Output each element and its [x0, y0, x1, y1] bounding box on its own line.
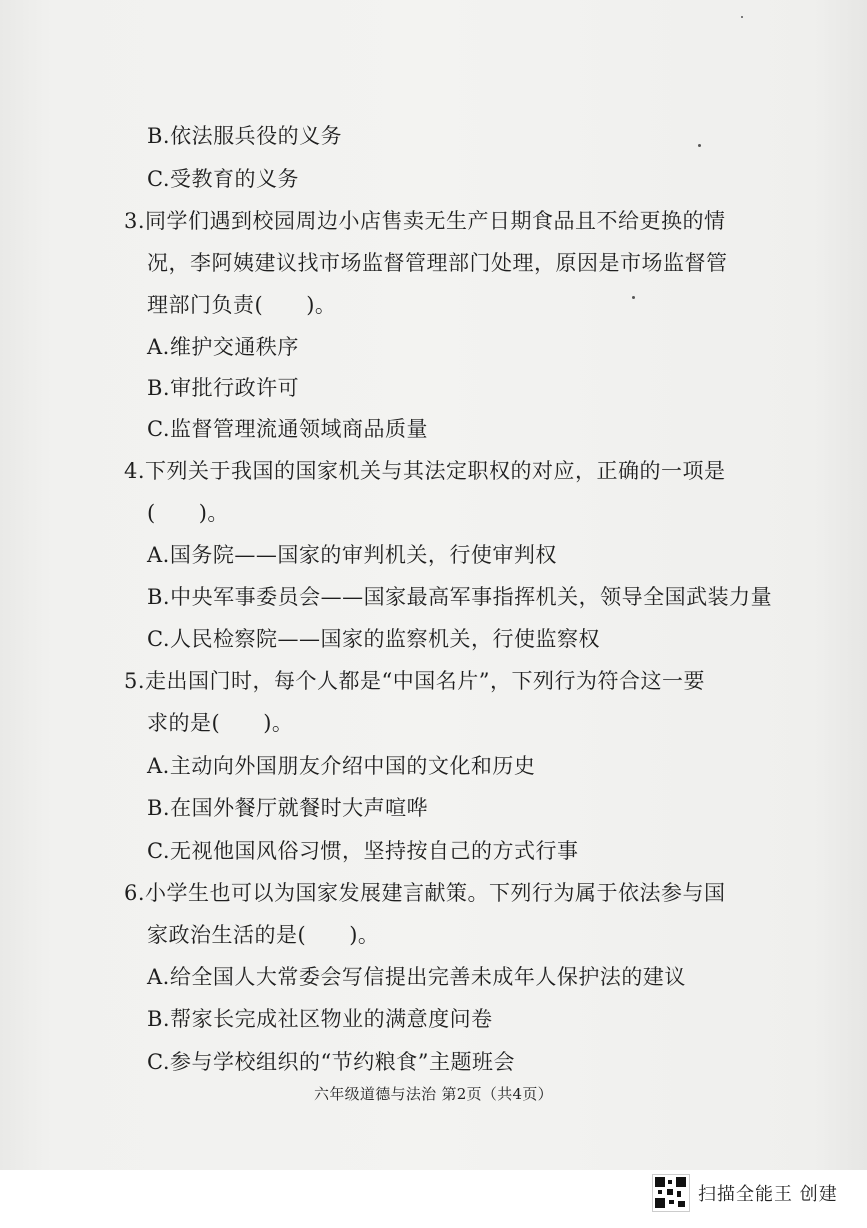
answer-option: A.给全国人大常委会写信提出完善未成年人保护法的建议	[147, 965, 686, 989]
question-continuation: ( )。	[147, 501, 229, 525]
answer-option: B.帮家长完成社区物业的满意度问卷	[147, 1007, 493, 1031]
answer-option: B.依法服兵役的义务	[147, 124, 343, 148]
answer-option: A.主动向外国朋友介绍中国的文化和历史	[147, 754, 536, 778]
answer-option: C.参与学校组织的“节约粮食”主题班会	[147, 1050, 515, 1074]
scan-speck	[741, 16, 743, 18]
question-continuation: 理部门负责( )。	[147, 293, 337, 317]
question-stem: 3.同学们遇到校园周边小店售卖无生产日期食品且不给更换的情	[124, 209, 726, 233]
scan-speck	[698, 144, 701, 147]
question-continuation: 况，李阿姨建议找市场监督管理部门处理，原因是市场监督管	[147, 251, 728, 275]
answer-option: C.受教育的义务	[147, 167, 299, 191]
answer-option: C.无视他国风俗习惯，坚持按自己的方式行事	[147, 839, 579, 863]
answer-option: A.维护交通秩序	[147, 335, 299, 359]
question-stem: 5.走出国门时，每个人都是“中国名片”，下列行为符合这一要	[124, 669, 706, 693]
scan-speck	[632, 296, 635, 299]
answer-option: C.人民检察院——国家的监察机关，行使监察权	[147, 627, 600, 651]
question-stem: 4.下列关于我国的国家机关与其法定职权的对应，正确的一项是	[124, 459, 726, 483]
qr-code-icon	[652, 1174, 690, 1212]
answer-option: B.中央军事委员会——国家最高军事指挥机关，领导全国武装力量	[147, 585, 773, 609]
question-continuation: 求的是( )。	[147, 711, 294, 735]
page-footer: 六年级道德与法治 第2页（共4页）	[314, 1085, 553, 1103]
answer-option: B.审批行政许可	[147, 376, 300, 400]
answer-option: C.监督管理流通领域商品质量	[147, 417, 428, 441]
scanner-watermark	[652, 1173, 838, 1213]
question-continuation: 家政治生活的是( )。	[147, 923, 380, 947]
answer-option: B.在国外餐厅就餐时大声喧哗	[147, 796, 429, 820]
question-stem: 6.小学生也可以为国家发展建言献策。下列行为属于依法参与国	[124, 881, 726, 905]
answer-option: A.国务院——国家的审判机关，行使审判权	[147, 543, 557, 567]
watermark-text: 扫描全能王 创建	[698, 1184, 838, 1205]
